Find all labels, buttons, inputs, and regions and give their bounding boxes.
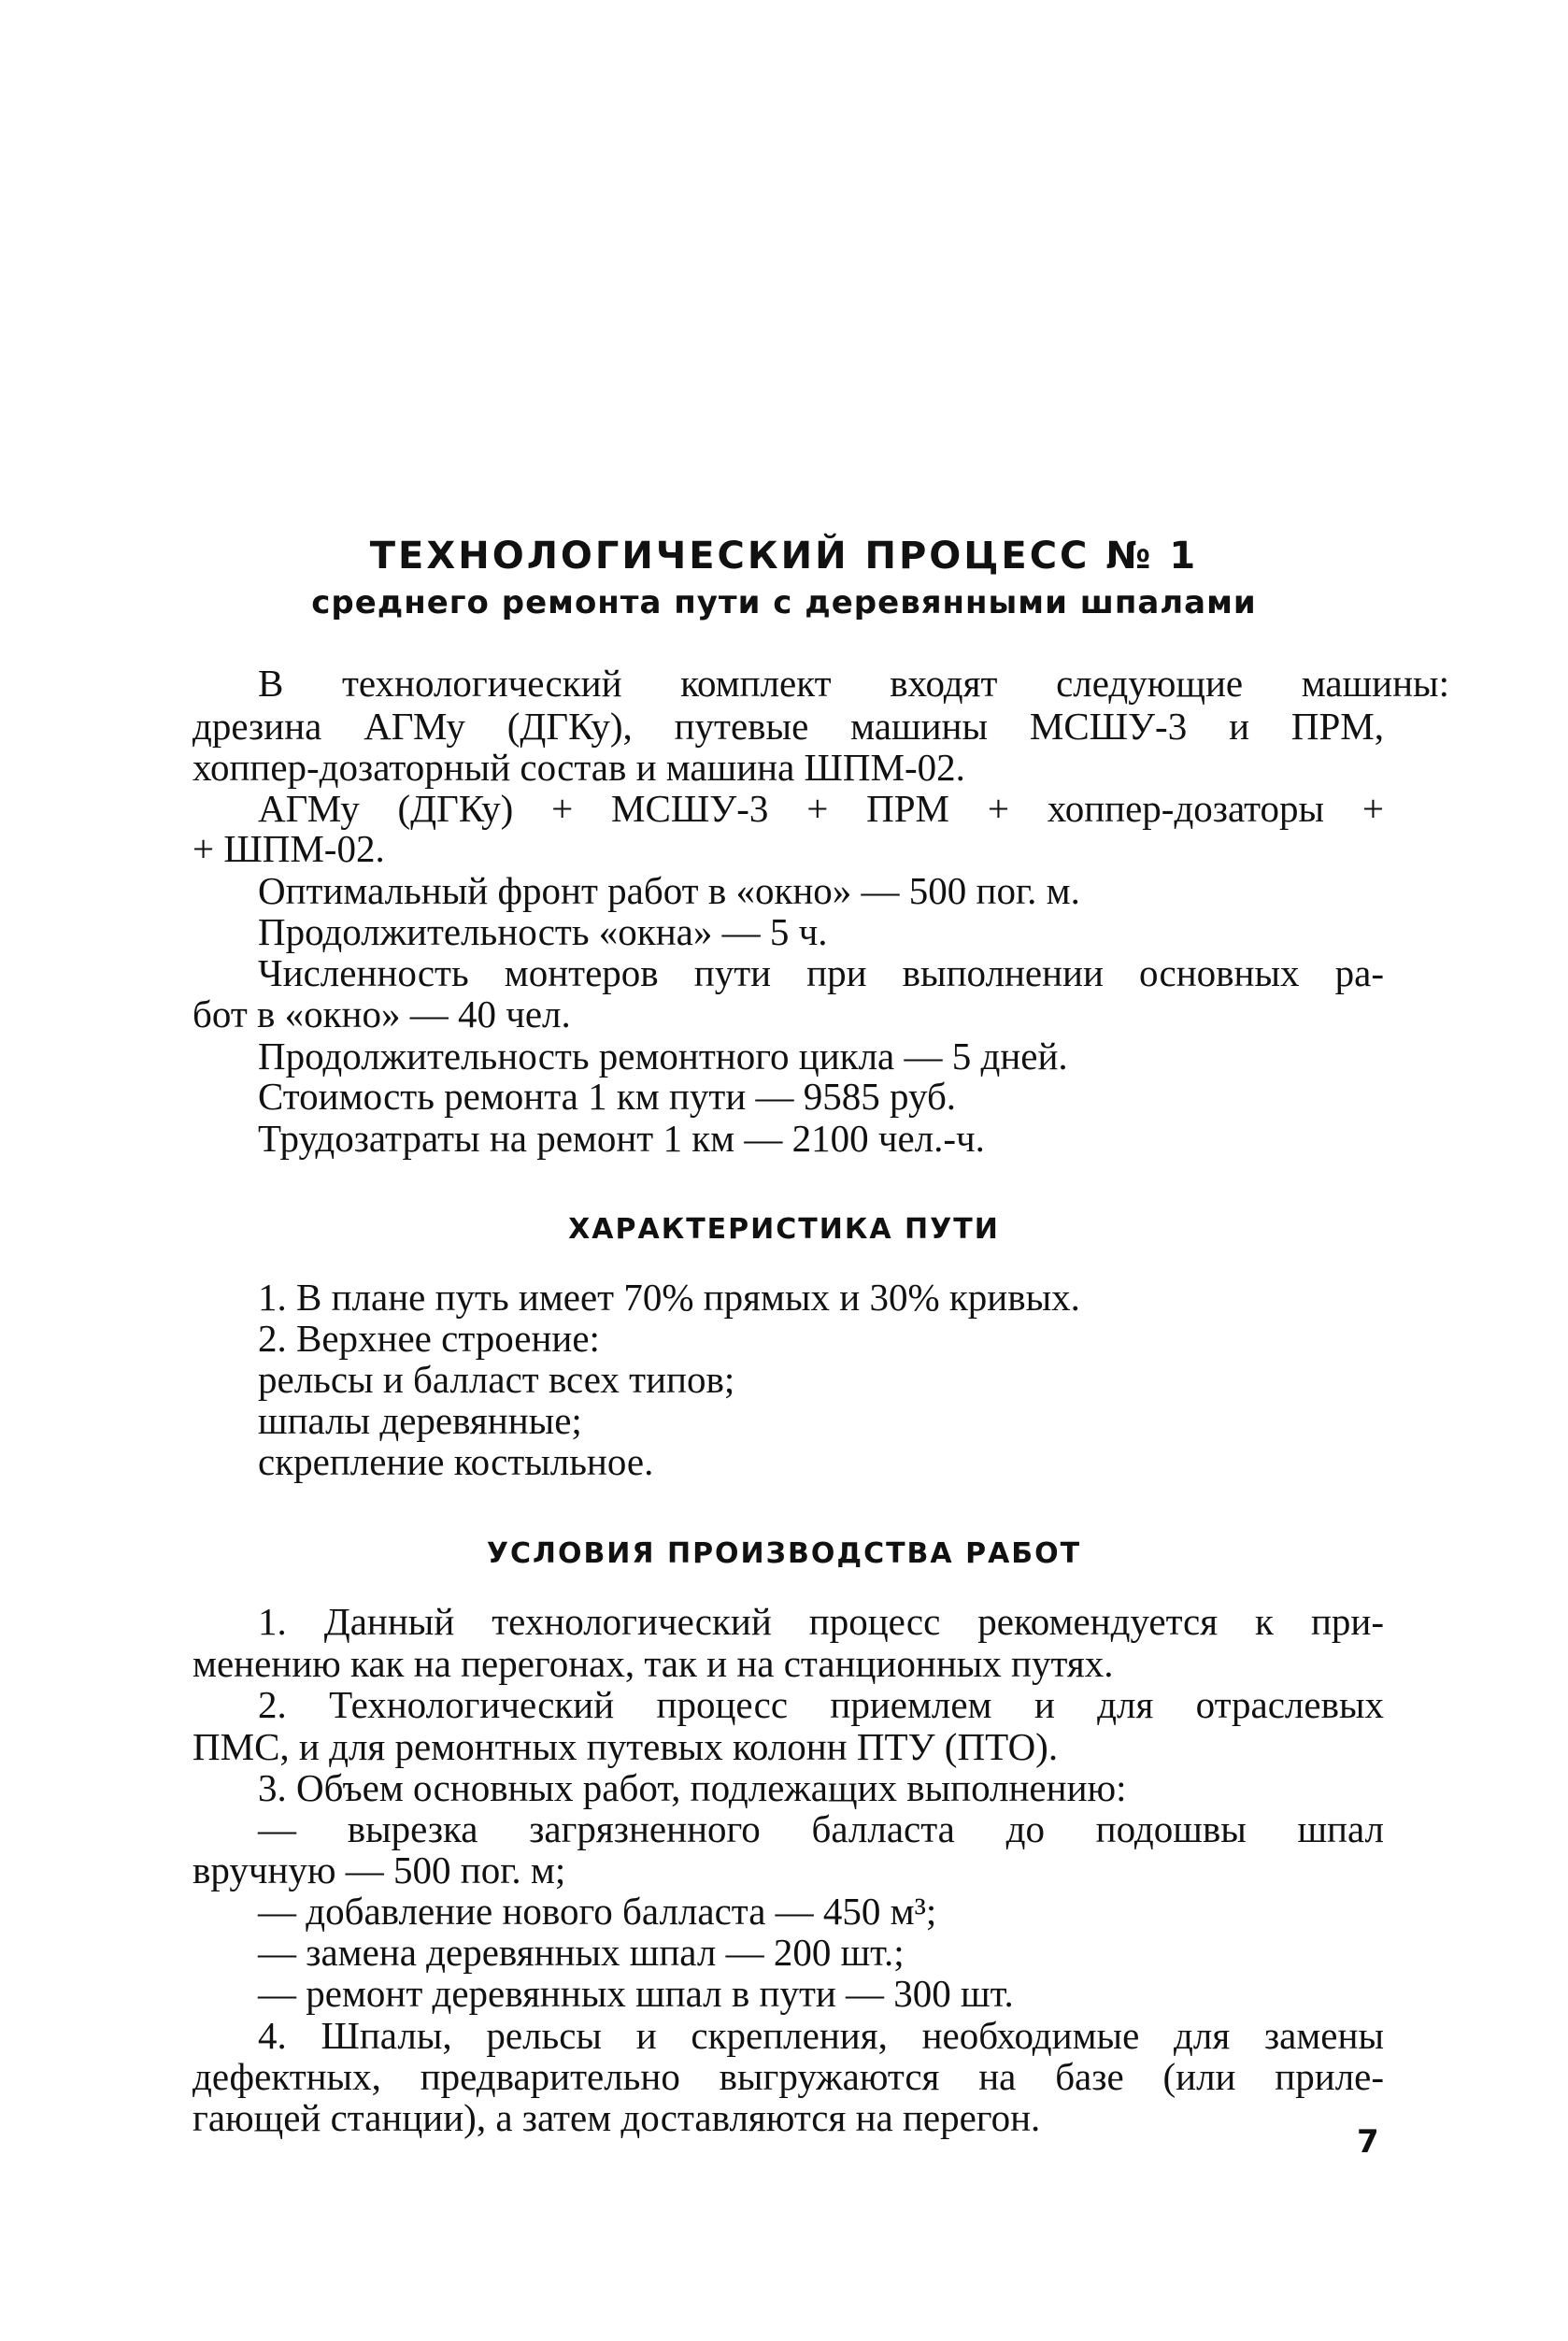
work-conditions-heading: УСЛОВИЯ ПРОИЗВОДСТВА РАБОТ: [486, 1537, 1082, 1570]
intro-line-10: Продолжительность ремонтного цикла — 5 дней.: [258, 1035, 1068, 1078]
conditions-line-5: 3. Объем основных работ, подлежащих выполнению:: [258, 1766, 1127, 1809]
conditions-line-7: вручную — 500 пог. м;: [192, 1849, 566, 1891]
intro-line-7: Продолжительность «окна» — 5 ч.: [258, 910, 828, 953]
page-number: 7: [1357, 2123, 1379, 2161]
intro-line-2: дрезина АГМу (ДГКу), путевые машины МСШУ-3 и ПРМ,: [192, 705, 1384, 748]
track-line-4: шпалы деревянные;: [258, 1399, 582, 1442]
conditions-line-8: — добавление нового балласта — 450 м³;: [258, 1890, 937, 1933]
conditions-line-1: 1. Данный технологический процесс рекомендуется к при-: [258, 1600, 1384, 1643]
intro-line-12: Трудозатраты на ремонт 1 км — 2100 чел.-ч.: [258, 1117, 985, 1160]
conditions-line-13: гающей станции), а затем доставляются на перегон.: [192, 2096, 1041, 2139]
conditions-line-12: дефектных, предварительно выгружаются на базе (или приле-: [192, 2055, 1384, 2098]
conditions-line-9: — замена деревянных шпал — 200 шт.;: [258, 1931, 905, 1974]
document-subtitle: среднего ремонта пути с деревянными шпалами: [311, 584, 1257, 621]
intro-line-6: Оптимальный фронт работ в «окно» — 500 пог. м.: [258, 869, 1080, 912]
intro-line-8: Численность монтеров пути при выполнении основных ра-: [258, 951, 1384, 994]
conditions-line-3: 2. Технологический процесс приемлем и для отраслевых: [258, 1683, 1384, 1726]
intro-line-1: В технологический комплект входят следующие машины:: [258, 662, 1449, 705]
conditions-line-2: менению как на перегонах, так и на станционных путях.: [192, 1642, 1114, 1685]
track-characteristics-heading: ХАРАКТЕРИСТИКА ПУТИ: [568, 1213, 1000, 1246]
track-line-5: скрепление костыльное.: [258, 1440, 654, 1483]
conditions-line-10: — ремонт деревянных шпал в пути — 300 шт.: [258, 1972, 1014, 2015]
intro-line-9: бот в «окно» — 40 чел.: [192, 992, 571, 1035]
document-title: ТЕХНОЛОГИЧЕСКИЙ ПРОЦЕСС № 1: [369, 535, 1199, 578]
intro-line-3: хоппер-дозаторный состав и машина ШПМ-02.: [192, 746, 965, 789]
conditions-line-4: ПМС, и для ремонтных путевых колонн ПТУ (ПТО).: [192, 1725, 1059, 1768]
track-line-2: 2. Верхнее строение:: [258, 1317, 600, 1360]
intro-line-5: + ШПМ-02.: [192, 827, 385, 870]
track-line-3: рельсы и балласт всех типов;: [258, 1358, 735, 1401]
conditions-line-6: — вырезка загрязненного балласта до подошвы шпал: [258, 1807, 1384, 1850]
intro-line-11: Стоимость ремонта 1 км пути — 9585 руб.: [258, 1075, 957, 1118]
intro-line-4: АГМу (ДГКу) + МСШУ-3 + ПРМ + хоппер-дозаторы +: [258, 787, 1384, 830]
conditions-line-11: 4. Шпалы, рельсы и скрепления, необходимые для замены: [258, 2014, 1384, 2057]
track-line-1: 1. В плане путь имеет 70% прямых и 30% кривых.: [258, 1276, 1080, 1319]
